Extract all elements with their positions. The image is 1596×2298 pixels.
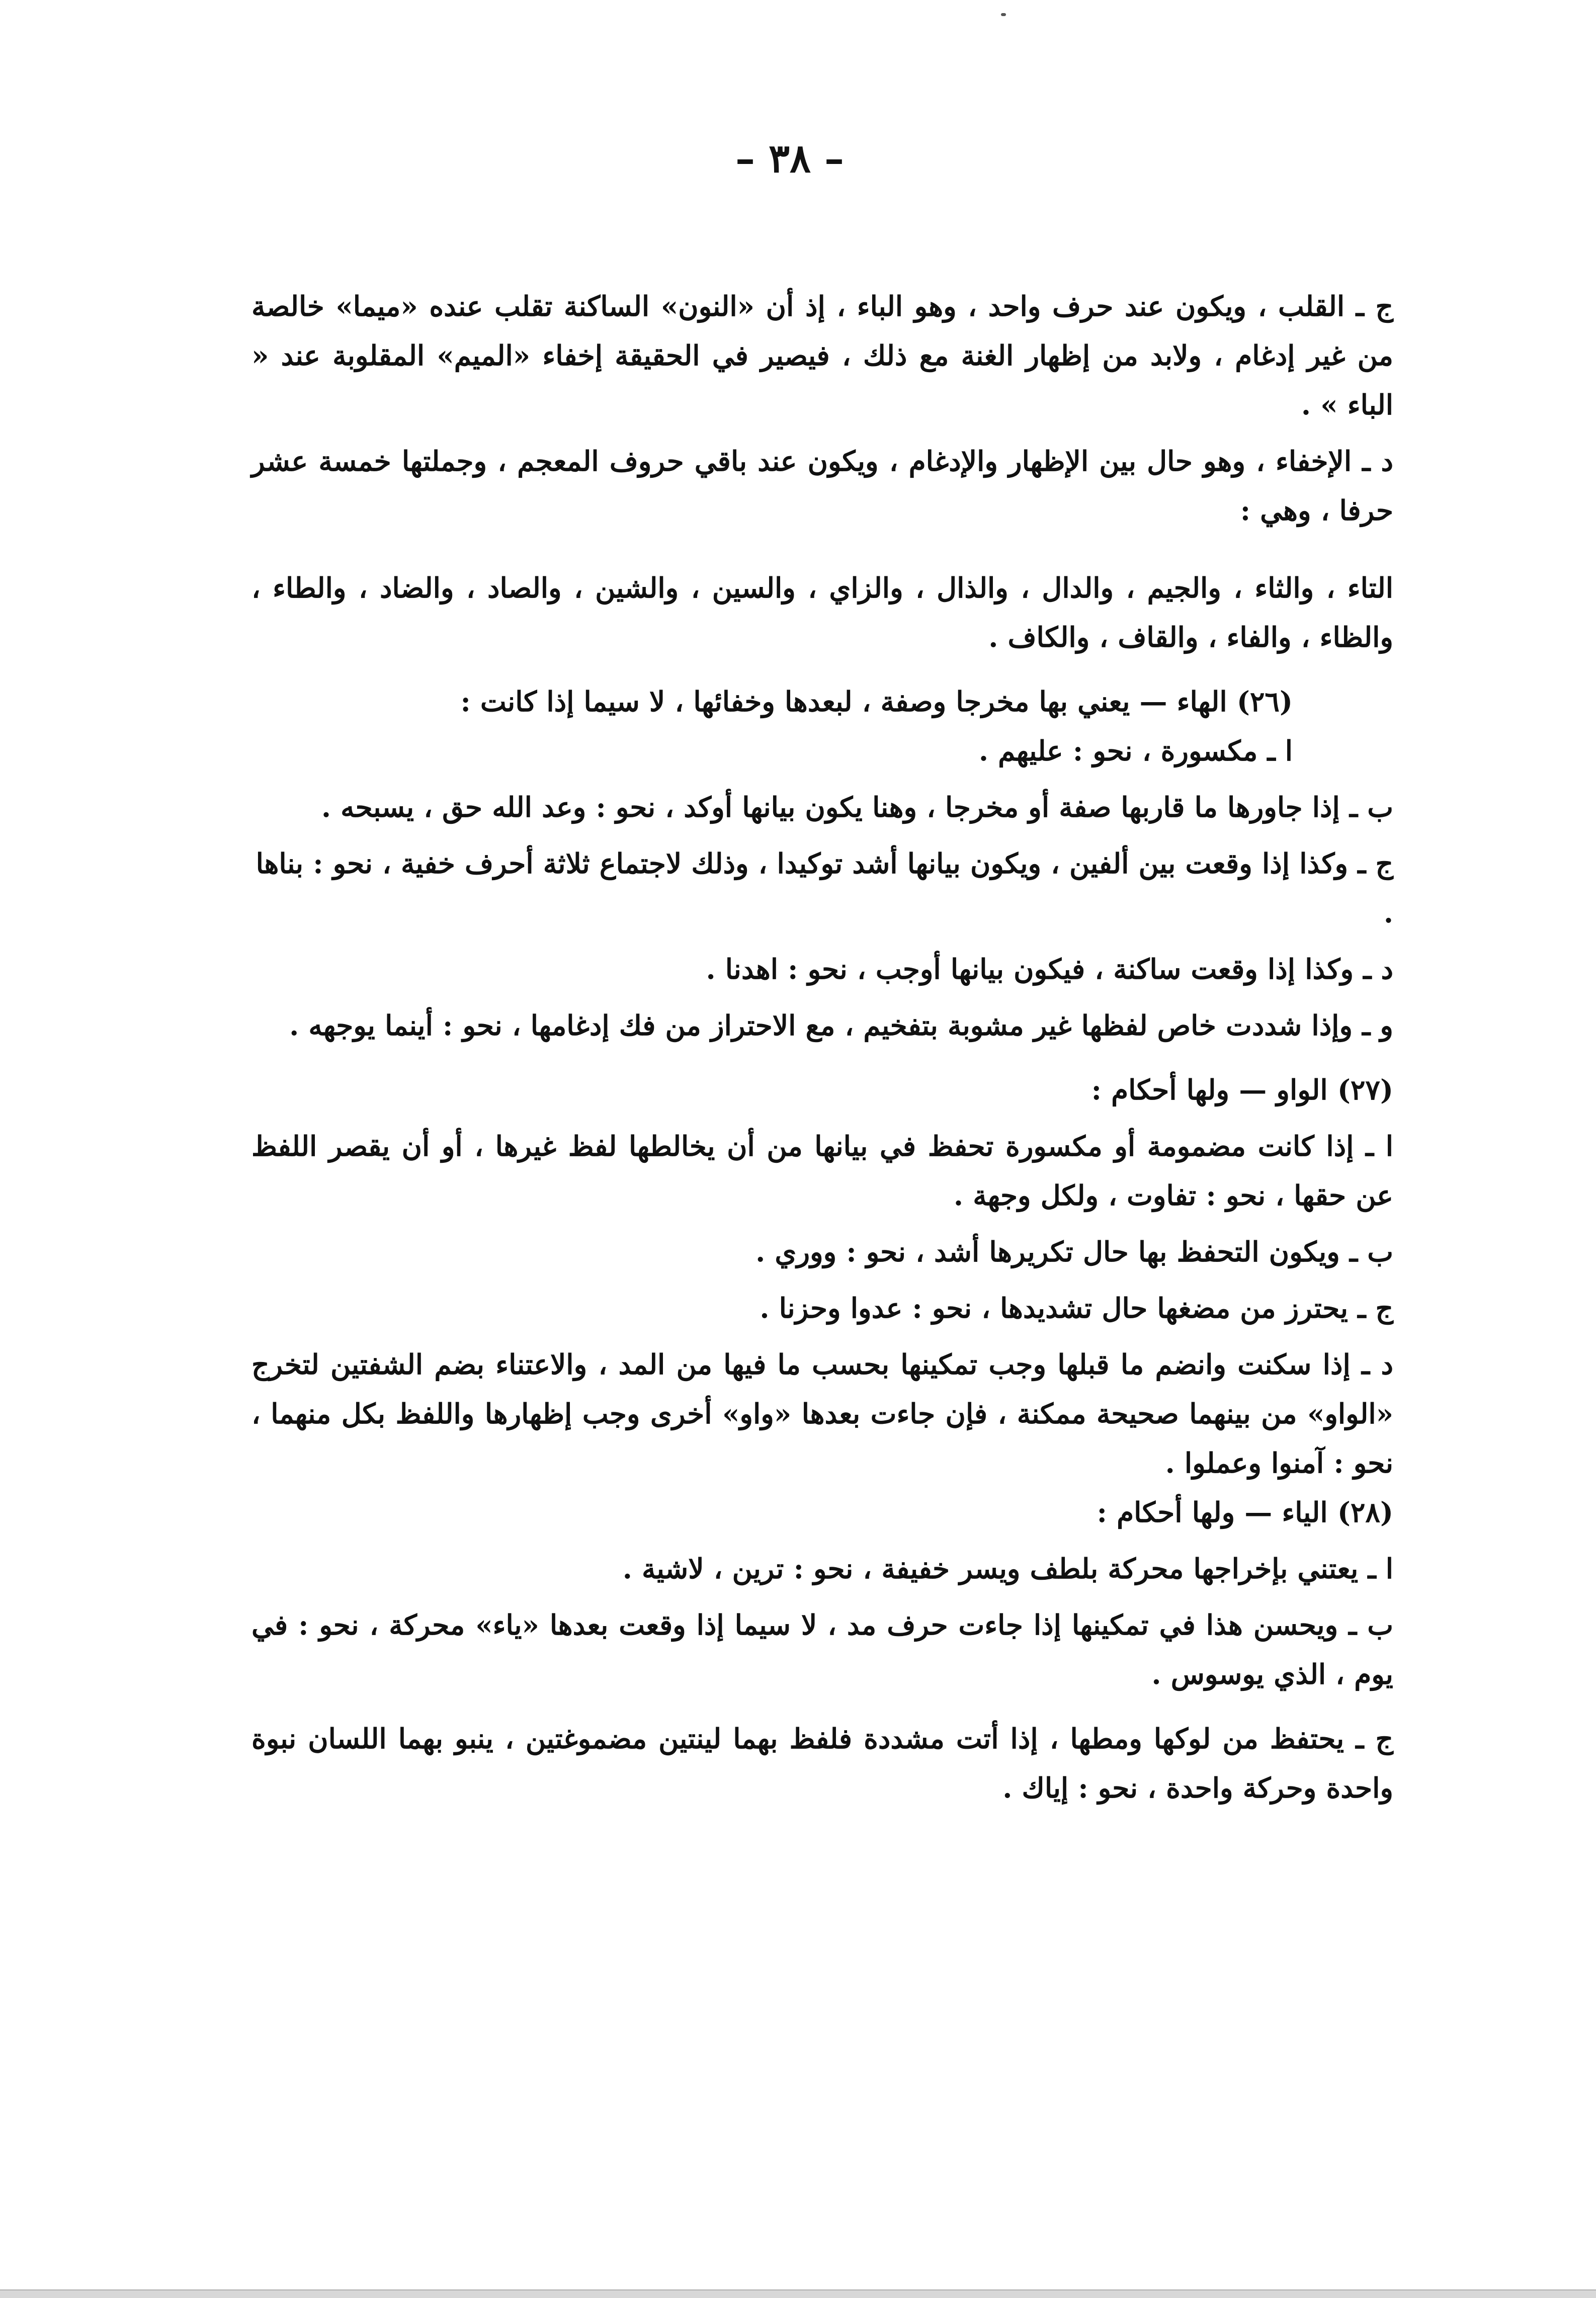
item-haa-w: و ـ وإذا شددت خاص لفظها غير مشوبة بتفخيم ، مع الاحتراز من فك إدغامها ، نحو : أينما يوجهه .: [289, 1009, 1393, 1042]
item-waw-a: ا ـ إذا كانت مضمومة أو مكسورة تحفظ في بيانها من أن يخالطها لفظ غيرها ، أو أن يقصر اللفظ عن حقها ، نحو : تفاوت ، ولكل وجهة .: [251, 1130, 1393, 1212]
page-body: [251, 282, 1423, 1813]
item-haa-a: ا ـ مكسورة ، نحو : عليهم .: [978, 734, 1293, 767]
heading-haa: (٢٦) الهاء — يعني بها مخرجا وصفة ، لبعدها وخفائها ، لا سيما إذا كانت :: [460, 685, 1293, 718]
item-waw-d: د ـ إذا سكنت وانضم ما قبلها وجب تمكينها بحسب ما فيها من المد ، والاعتناء بضم الشفتين لتخرج «الواو» من بينهما صحيحة ممكنة ، فإن جاءت بعدها «واو» أخرى وجب إظهارها واللفظ بكل منهما ، نحو : آمنوا وعملوا .: [251, 1348, 1393, 1479]
paragraph-qalb: ج ـ القلب ، ويكون عند حرف واحد ، وهو الباء ، إذ أن «النون» الساكنة تقلب عنده «ميما» خالصة من غير إدغام ، ولابد من إظهار الغنة مع ذلك ، فيصير في الحقيقة إخفاء «الميم» المقلوبة عند « الباء » .: [251, 290, 1393, 421]
paragraph-ikhfa: د ـ الإخفاء ، وهو حال بين الإظهار والإدغام ، ويكون عند باقي حروف المعجم ، وجملتها خمسة عشر حرفا ، وهي :: [251, 445, 1393, 527]
paragraph-ikhfa-letters: التاء ، والثاء ، والجيم ، والدال ، والذال ، والزاي ، والسين ، والشين ، والصاد ، والضاد ، والطاء ، والظاء ، والفاء ، والقاف ، والكاف .: [251, 571, 1393, 653]
item-haa-b: ب ـ إذا جاورها ما قاربها صفة أو مخرجا ، وهنا يكون بيانها أوكد ، نحو : وعد الله حق ، يسبحه .: [321, 791, 1393, 823]
page-number: – ٣٨ –: [735, 136, 845, 182]
item-haa-d: د ـ وكذا إذا وقعت ساكنة ، فيكون بيانها أوجب ، نحو : اهدنا .: [706, 953, 1393, 985]
scan-speck: [1001, 13, 1006, 16]
item-waw-c: ج ـ يحترز من مضغها حال تشديدها ، نحو : عدوا وحزنا .: [760, 1292, 1393, 1324]
viewer-bottom-edge: [0, 2289, 1596, 2298]
heading-yaa: (٢٨) الياء — ولها أحكام :: [1097, 1496, 1393, 1528]
item-yaa-c: ج ـ يحتفظ من لوكها ومطها ، إذا أتت مشددة فلفظ بهما لينتين مضموغتين ، ينبو بهما اللسان نبوة واحدة وحركة واحدة ، نحو : إياك .: [251, 1722, 1393, 1804]
heading-waw: (٢٧) الواو — ولها أحكام :: [1091, 1073, 1393, 1106]
item-yaa-b: ب ـ ويحسن هذا في تمكينها إذا جاءت حرف مد ، لا سيما إذا وقعت بعدها «ياء» محركة ، نحو : في يوم ، الذي يوسوس .: [251, 1608, 1393, 1690]
item-waw-b: ب ـ ويكون التحفظ بها حال تكريرها أشد ، نحو : ووري .: [755, 1235, 1393, 1268]
item-haa-c: ج ـ وكذا إذا وقعت بين ألفين ، ويكون بيانها أشد توكيدا ، وذلك لاجتماع ثلاثة أحرف خفية ، نحو : بناها .: [256, 847, 1393, 929]
item-yaa-a: ا ـ يعتني بإخراجها محركة بلطف ويسر خفيفة ، نحو : ترين ، لاشية .: [622, 1552, 1393, 1585]
